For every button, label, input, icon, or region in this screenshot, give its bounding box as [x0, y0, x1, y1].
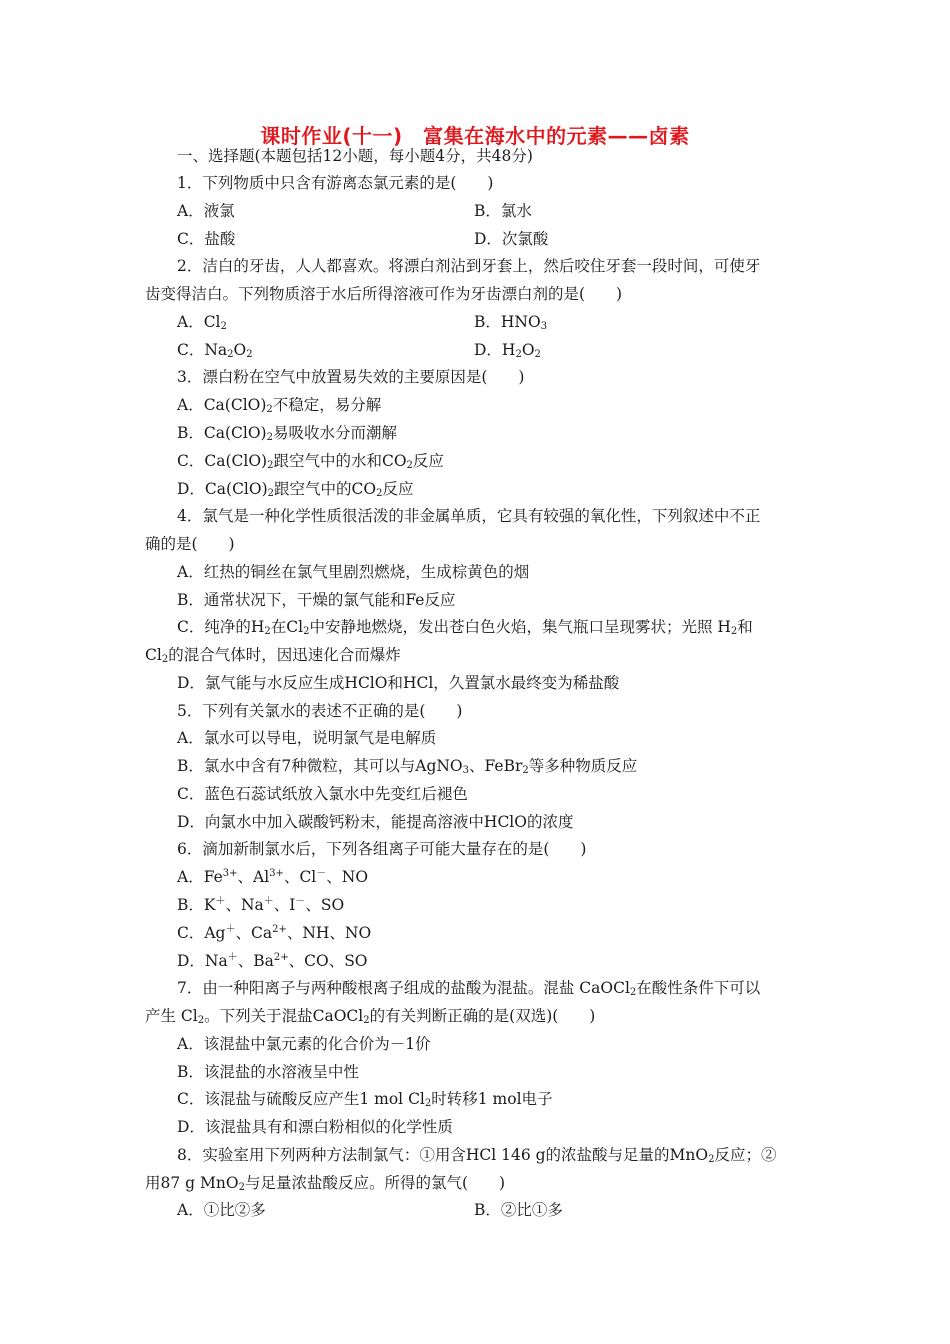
- q5-option-d: D．向氯水中加入碳酸钙粉末，能提高溶液中HClO的浓度: [177, 813, 574, 831]
- q4-stem-line2: 确的是( ): [145, 535, 235, 553]
- q1-option-a: A．液氯: [177, 202, 235, 220]
- q2-option-b: B．$HNO_3$: [474, 313, 548, 332]
- q6-option-a: A．$Fe^{3+}$、$Al^{3+}$、Cl－、NO: [177, 868, 369, 886]
- q7-option-b: B．该混盐的水溶液呈中性: [177, 1063, 359, 1081]
- q2-stem-line1: 2．洁白的牙齿，人人都喜欢。将漂白剂沾到牙套上，然后咬住牙套一段时间，可使牙: [177, 257, 761, 275]
- q2-option-c: C．$Na_2O_2$: [177, 341, 253, 360]
- q5-option-a: A．氯水可以导电，说明氯气是电解质: [177, 729, 437, 747]
- q5-stem: 5．下列有关氯水的表述不正确的是( ): [177, 702, 463, 720]
- q7-option-c: C．该混盐与硫酸反应产生1 mol $Cl_2$时转移1 mol电子: [177, 1090, 553, 1109]
- q5-option-b: B．氯水中含有7种微粒，其可以与AgNO$_3$、FeBr$_2$等多种物质反应: [177, 757, 638, 776]
- q8-option-b: B．②比①多: [474, 1201, 563, 1219]
- q4-option-d: D．氯气能与水反应生成HClO和HCl，久置氯水最终变为稀盐酸: [177, 674, 620, 692]
- q2-stem-line2: 齿变得洁白。下列物质溶于水后所得溶液可作为牙齿漂白剂的是( ): [145, 285, 623, 303]
- section-heading: 一、选择题(本题包括12小题，每小题4分，共48分): [177, 147, 533, 165]
- q1-option-b: B．氯水: [474, 202, 532, 220]
- q4-option-a: A．红热的铜丝在氯气里剧烈燃烧，生成棕黄色的烟: [177, 563, 530, 581]
- q8-option-a: A．①比②多: [177, 1201, 266, 1219]
- q7-option-d: D．该混盐具有和漂白粉相似的化学性质: [177, 1118, 453, 1136]
- q6-option-c: C．Ag＋、$Ca^{2+}$、NH、NO: [177, 924, 372, 942]
- q7-option-a: A．该混盐中氯元素的化合价为－1价: [177, 1035, 431, 1053]
- q6-option-b: B．K＋、Na＋、I－、SO: [177, 896, 345, 914]
- q4-option-c-line1: C．纯净的$H_2$在$Cl_2$中安静地燃烧，发出苍白色火焰，集气瓶口呈现雾状；光照 $H_2$和: [177, 618, 753, 637]
- q1-option-d: D．次氯酸: [474, 230, 549, 248]
- q8-stem-line1: 8．实验室用下列两种方法制氯气：①用含HCl 146 g的浓盐酸与足量的MnO$_2$反应；②: [177, 1146, 777, 1165]
- q7-stem-line2: 产生 $Cl_2$。下列关于混盐CaOCl$_2$的有关判断正确的是(双选)( ): [145, 1007, 596, 1026]
- q2-option-a: A．$Cl_2$: [177, 313, 227, 332]
- q4-option-b: B．通常状况下，干燥的氯气能和Fe反应: [177, 591, 456, 609]
- q4-option-c-line2: $Cl_2$的混合气体时，因迅速化合而爆炸: [145, 646, 401, 665]
- q3-stem: 3．漂白粉在空气中放置易失效的主要原因是( ): [177, 368, 525, 386]
- q3-option-a: A．$Ca(ClO)_2$不稳定，易分解: [177, 396, 382, 415]
- q8-stem-line2: 用87 g MnO$_2$与足量浓盐酸反应。所得的氯气( ): [145, 1174, 506, 1193]
- q1-stem: 1．下列物质中只含有游离态氯元素的是( ): [177, 174, 494, 192]
- q3-option-b: B．$Ca(ClO)_2$易吸收水分而潮解: [177, 424, 398, 443]
- q6-option-d: D．Na＋、$Ba^{2+}$、CO、SO: [177, 952, 368, 970]
- q6-stem: 6．滴加新制氯水后，下列各组离子可能大量存在的是( ): [177, 840, 587, 858]
- q2-option-d: D．$H_2O_2$: [474, 341, 541, 360]
- page-title: 课时作业(十一) 富集在海水中的元素——卤素: [260, 124, 690, 148]
- q5-option-c: C．蓝色石蕊试纸放入氯水中先变红后褪色: [177, 785, 468, 803]
- q1-option-c: C．盐酸: [177, 230, 236, 248]
- q3-option-d: D．$Ca(ClO)_2$跟空气中的$CO_2$反应: [177, 480, 414, 499]
- q7-stem-line1: 7．由一种阳离子与两种酸根离子组成的盐酸为混盐。混盐 CaOCl$_2$在酸性条件下可以: [177, 979, 761, 998]
- q3-option-c: C．$Ca(ClO)_2$跟空气中的水和$CO_2$反应: [177, 452, 444, 471]
- q4-stem-line1: 4．氯气是一种化学性质很活泼的非金属单质，它具有较强的氧化性，下列叙述中不正: [177, 507, 761, 525]
